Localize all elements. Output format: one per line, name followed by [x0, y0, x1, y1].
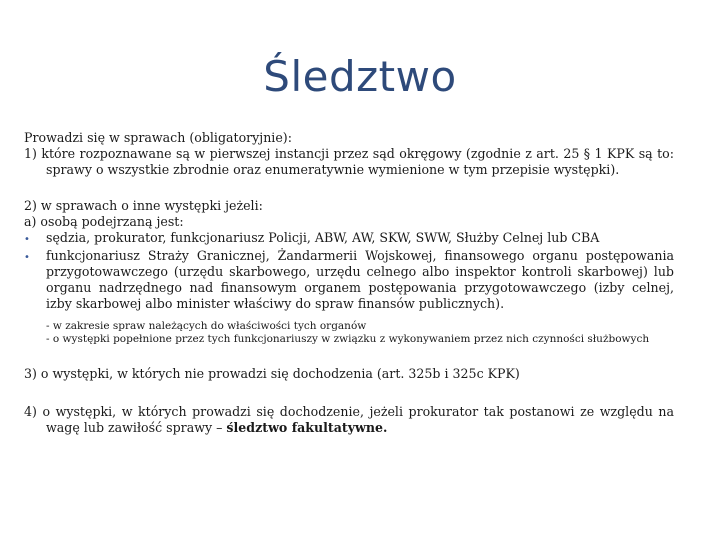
- bullet-icon: •: [24, 252, 30, 263]
- item-4: [24, 404, 674, 436]
- item-3: 3) o występki, w których nie prowadzi się dochodzenia (art. 325b i 325c KPK): [24, 366, 520, 381]
- item-2a: a) osobą podejrzaną jest:: [24, 214, 184, 229]
- notes: [24, 320, 674, 346]
- bullet-item-1: [24, 230, 674, 248]
- item-4-emphasis: śledztwo fakultatywne.: [226, 420, 388, 435]
- item-2: 2) w sprawach o inne występki jeżeli:: [24, 198, 263, 213]
- item-4-text: 4) o występki, w których prowadzi się dochodzenie, jeżeli prokurator tak postanowi ze względu na wagę lub zawiłość sprawy –: [24, 404, 674, 435]
- page-title: Śledztwo: [263, 52, 457, 101]
- bullet-icon: •: [24, 234, 30, 245]
- bullet-text: funkcjonariusz Straży Granicznej, Żandarmerii Wojskowej, finansowego organu postępowania przygotowawczego (urzędu skarbowego, urzędu celnego albo inspektor kontroli skarbowej) lub organu nadrzędnego nad finansowym organem postępowania przygotowawczego (izby celnej, izby skarbowej albo minister właściwy do spraw finansów publicznych).: [46, 248, 674, 311]
- item-1: 1) które rozpoznawane są w pierwszej instancji przez sąd okręgowy (zgodnie z art. 25 § 1 KPK są to: sprawy o wszystkie zbrodnie oraz enumeratywnie wymienione w tym przepisie występki).: [24, 146, 674, 177]
- note-2: - o występki popełnione przez tych funkcjonariuszy w związku z wykonywaniem przez nich czynności służbowych: [46, 333, 650, 345]
- content-body: [24, 130, 674, 436]
- note-1: - w zakresie spraw należących do właściwości tych organów: [46, 320, 367, 332]
- intro-text: Prowadzi się w sprawach (obligatoryjnie):: [24, 130, 292, 145]
- bullet-text: sędzia, prokurator, funkcjonariusz Policji, ABW, AW, SKW, SWW, Służby Celnej lub CBA: [46, 230, 600, 245]
- bullet-item-2: [24, 248, 674, 312]
